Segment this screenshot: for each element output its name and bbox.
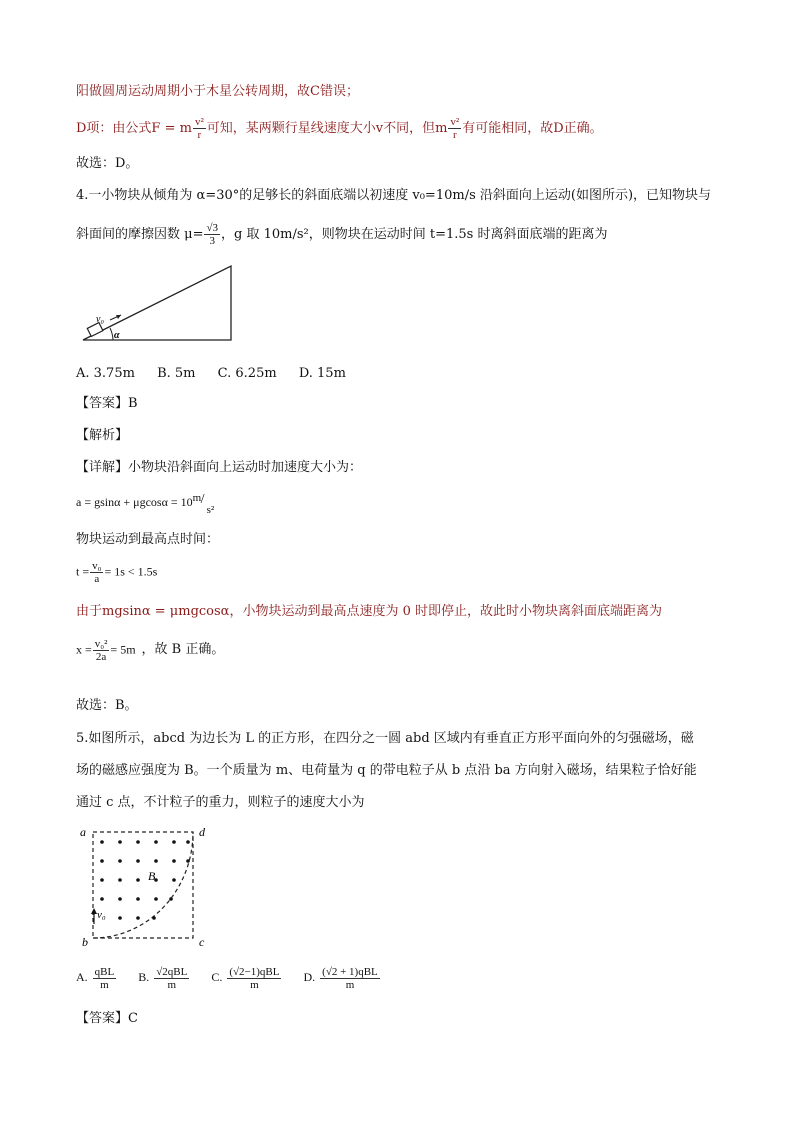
q5-stem-line3: 通过 c 点，不计粒子的重力，则粒子的速度大小为 [76,795,365,810]
q5-option-d: $\frac{\text{(√2 + 1)qBL}}{m}$ [322,966,378,991]
field-dots [100,840,190,920]
equation-acceleration: a = gsinα + μgcosα = 10 m / s² [76,492,215,516]
v0-label: v₀ [96,314,104,325]
q4-option-c: C. 6.25m [217,366,277,381]
q5-stem-line2: 场的磁感应强度为 B。一个质量为 m、电荷量为 q 的带电粒子从 b 点沿 ba 方向射入磁场，结果粒子恰好能 [76,763,697,778]
answer-4: 【答案】B [76,396,138,411]
answer-5: 【答案】C [76,1011,138,1026]
incline-figure [80,262,240,346]
q4-option-d: D. 15m [298,366,346,381]
v0-label-fig2: v₀ [97,909,106,921]
choose-b: 故选：B。 [76,698,138,713]
q5-option-a: $\frac{\text{qBL}}{m}$ [94,966,115,991]
q5-stem-line1: 5.如图所示，abcd 为边长为 L 的正方形，在四分之一圆 abd 区域内有垂直正方形平面向外的匀强磁场，磁 [76,731,694,746]
equation-distance: x = $\frac{\text{v₀²}}{2a}$ = 5m ，故 B 正确。 [76,638,225,663]
q4-stem-line1: 4.一小物块从倾角为 α=30°的足够长的斜面底端以初速度 v₀=10m/s 沿斜面向上运动(如图所示)，已知物块与 [76,188,712,203]
corner-c: c [199,935,205,949]
detail-4: 【详解】小物块沿斜面向上运动时加速度大小为： [76,460,363,475]
field-label-B: B [148,869,156,883]
line-period-conclusion: 阳做圆周运动周期小于木星公转周期，故C错误； [76,84,359,99]
analysis-4: 【解析】 [76,428,129,443]
choose-d: 故选：D。 [76,156,139,171]
alpha-label: α [114,330,120,341]
equation-time: t = $\frac{\text{v₀}}{a}$ = 1s < 1.5s [76,560,158,585]
time-text: 物块运动到最高点时间： [76,532,220,547]
q5-options: A. $\frac{\text{qBL}}{m}$ B. $\frac{\text{√2qBL}}{m}$ C. $\frac{\text{(√2−1)qBL}}{m}$ D. $\frac{\text{(√2 + 1)qBL}}{m}$ [76,966,378,991]
corner-a: a [80,825,86,839]
q4-options [76,366,364,382]
line-d-option-analysis: D项：由公式F = m $\frac{\text{v²}}{r}$ 可知，某两颗行星线速度大小v不同，但m $\frac{\text{v²}}{r}$ 有可能相同，故D正确。 [76,116,603,141]
q5-option-b: $\frac{\text{√2qBL}}{m}$ [156,966,188,991]
q4-option-b: B. 5m [157,366,196,381]
q5-option-c: $\frac{\text{(√2−1)qBL}}{m}$ [229,966,280,991]
q4-stem-line2: 斜面间的摩擦因数 μ= $\frac{√3}{3}$ ，g 取 10m/s²，则物块在运动时间 t=1.5s 时离斜面底端的距离为 [76,222,608,247]
magnetic-field-figure [78,824,218,952]
q4-option-a: A. 3.75m [76,366,135,381]
corner-d: d [199,825,205,839]
corner-b: b [82,935,88,949]
since-text: 由于mgsinα = μmgcosα，小物块运动到最高点速度为 0 时即停止，故此时小物块离斜面底端距离为 [76,604,662,619]
